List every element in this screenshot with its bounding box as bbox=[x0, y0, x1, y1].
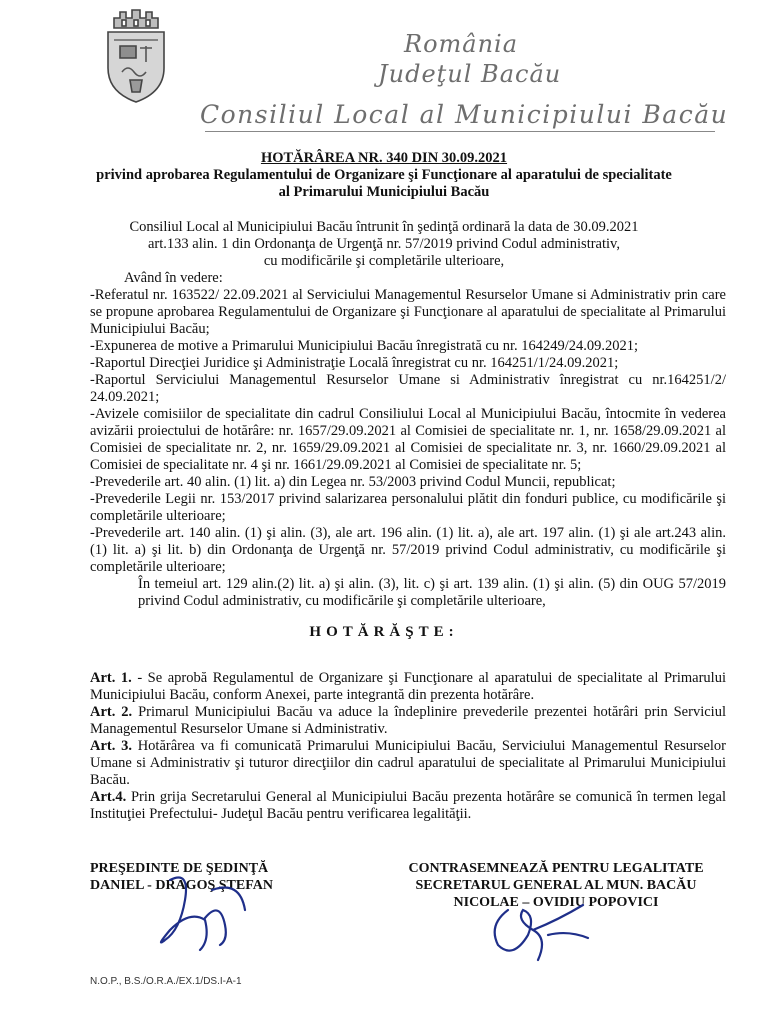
article-label: Art. 3. bbox=[90, 738, 132, 754]
chair-handwritten-signature-icon bbox=[150, 870, 260, 960]
article-label: Art. 2. bbox=[90, 704, 133, 720]
chair-name: DANIEL - DRAGOŞ ŞTEFAN bbox=[90, 878, 273, 893]
reference-footnote: N.O.P., B.S./O.R.A./EX.1/DS.I-A-1 bbox=[90, 976, 242, 987]
consideration-item: -Expunerea de motive a Primarului Municipiului Bacău înregistrată cu nr. 164249/24.09.2021; bbox=[90, 338, 639, 354]
secretary-role: SECRETARUL GENERAL AL MUN. BACĂU bbox=[415, 878, 697, 893]
decision-subject: privind aprobarea Regulamentului de Organizare şi Funcţionare al aparatului de specialitate bbox=[96, 167, 672, 183]
secretary-name: NICOLAE – OVIDIU POPOVICI bbox=[453, 895, 659, 910]
article-label: Art.4. bbox=[90, 789, 127, 805]
header-county: Judeţul Bacău bbox=[378, 60, 562, 88]
intro-line: art.133 alin. 1 din Ordonanţa de Urgenţă nr. 57/2019 privind Codul administrativ, bbox=[148, 236, 620, 252]
legal-basis: În temeiul art. 129 alin.(2) lit. a) şi alin. (3), lit. c) şi art. 139 alin. (1) şi alin. (5) din OUG 57/2019 privind Codul administrativ, cu modificările şi completările ulterioare, bbox=[138, 576, 726, 609]
consideration-item: -Referatul nr. 163522/ 22.09.2021 al Serviciului Managementul Resurselor Umane si Administrativ prin care se propune aprobarea Regulamentului de Organizare şi Funcţionare al aparatului de specialitate al Primarului Municipiului Bacău; bbox=[90, 287, 726, 337]
article-text: Primarul Municipiului Bacău va aduce la îndeplinire prevederile prezentei hotărâri prin Serviciul Managementul Resurselor Umane si Administrativ. bbox=[90, 704, 726, 737]
countersign-title: CONTRASEMNEAZĂ PENTRU LEGALITATE bbox=[408, 861, 704, 876]
secretary-handwritten-signature-icon bbox=[478, 890, 598, 970]
articles-section bbox=[90, 670, 726, 823]
consideration-item: -Avizele comisiilor de specialitate din cadrul Consiliului Local al Municipiului Bacău, întocmite în vederea avizării proiectului de hotărâre: nr. 1657/29.09.2021 al Comisiei de specialitate nr. 1, nr. 1658/29.09.2021 al Comisiei de specialitate nr. 2, nr. 1659/29.09.2021 al Comisiei de specialitate nr. 3, nr. 1660/29.09.2021 al Comisiei de specialitate nr. 4 şi nr. 1661/29.09.2021 al Comisiei de specialitate nr. 5; bbox=[90, 406, 726, 473]
article-2 bbox=[90, 704, 726, 738]
article-3 bbox=[90, 738, 726, 789]
decision-title: HOTĂRÂREA NR. 340 DIN 30.09.2021 bbox=[260, 150, 508, 166]
article-text: Prin grija Secretarului General al Municipiului Bacău prezenta hotărâre se comunică în termen legal Instituţiei Prefectului- Judeţul Bacău pentru verificarea legalităţii. bbox=[90, 789, 726, 822]
article-label: Art. 1. bbox=[90, 670, 132, 686]
article-4 bbox=[90, 789, 726, 823]
article-text: - Se aprobă Regulamentul de Organizare şi Funcţionare al aparatului de specialitate al Primarului Municipiului Bacău, conform Anexei, parte integrantă din prezenta hotărâre. bbox=[90, 670, 726, 703]
consideration-item: -Raportul Serviciului Managementul Resurselor Umane si Administrativ înregistrat cu nr.164251/2/ 24.09.2021; bbox=[90, 372, 726, 405]
article-1 bbox=[90, 670, 726, 704]
article-text: Hotărârea va fi comunicată Primarului Municipiului Bacău, Serviciului Managementul Resurselor Umane si Administrativ şi tuturor direcţiilor din cadrul aparatului de specialitate al Primarului Municipiului Bacău. bbox=[90, 738, 726, 788]
consideration-item: -Prevederile art. 140 alin. (1) şi alin. (3), ale art. 196 alin. (1) lit. a), ale art. 197 alin. (1) şi ale art.243 alin. (1) lit. a) şi lit. b) din Ordonanţa de Urgenţă nr. 57/2019 privind Codul administrativ, cu modificările şi completările ulterioare; bbox=[90, 525, 726, 575]
coat-of-arms-icon bbox=[100, 6, 172, 106]
consideration-item: -Prevederile art. 40 alin. (1) lit. a) din Legea nr. 53/2003 privind Codul Muncii, republicat; bbox=[90, 474, 616, 490]
considerations-heading: Având în vedere: bbox=[124, 270, 223, 286]
intro-line: cu modificările şi completările ulterioare, bbox=[263, 253, 505, 269]
header-country: România bbox=[404, 30, 519, 58]
header-council: Consiliul Local al Municipiului Bacău bbox=[200, 100, 729, 129]
consideration-item: -Prevederile Legii nr. 153/2017 privind salarizarea personalului plătit din fonduri publice, cu modificările şi completările ulterioare; bbox=[90, 491, 726, 524]
decision-subject-cont: al Primarului Municipiului Bacău bbox=[278, 184, 490, 200]
chair-title: PREŞEDINTE DE ŞEDINŢĂ bbox=[90, 861, 269, 876]
header-divider bbox=[205, 131, 715, 132]
decides-heading: HOTĂRĂŞTE: bbox=[309, 624, 459, 640]
consideration-item: -Raportul Direcţiei Juridice şi Administraţie Locală înregistrat cu nr. 164251/1/24.09.2021; bbox=[90, 355, 619, 371]
intro-line: Consiliul Local al Municipiului Bacău întrunit în şedinţă ordinară la data de 30.09.2021 bbox=[129, 219, 639, 235]
considerations-section bbox=[90, 270, 726, 610]
